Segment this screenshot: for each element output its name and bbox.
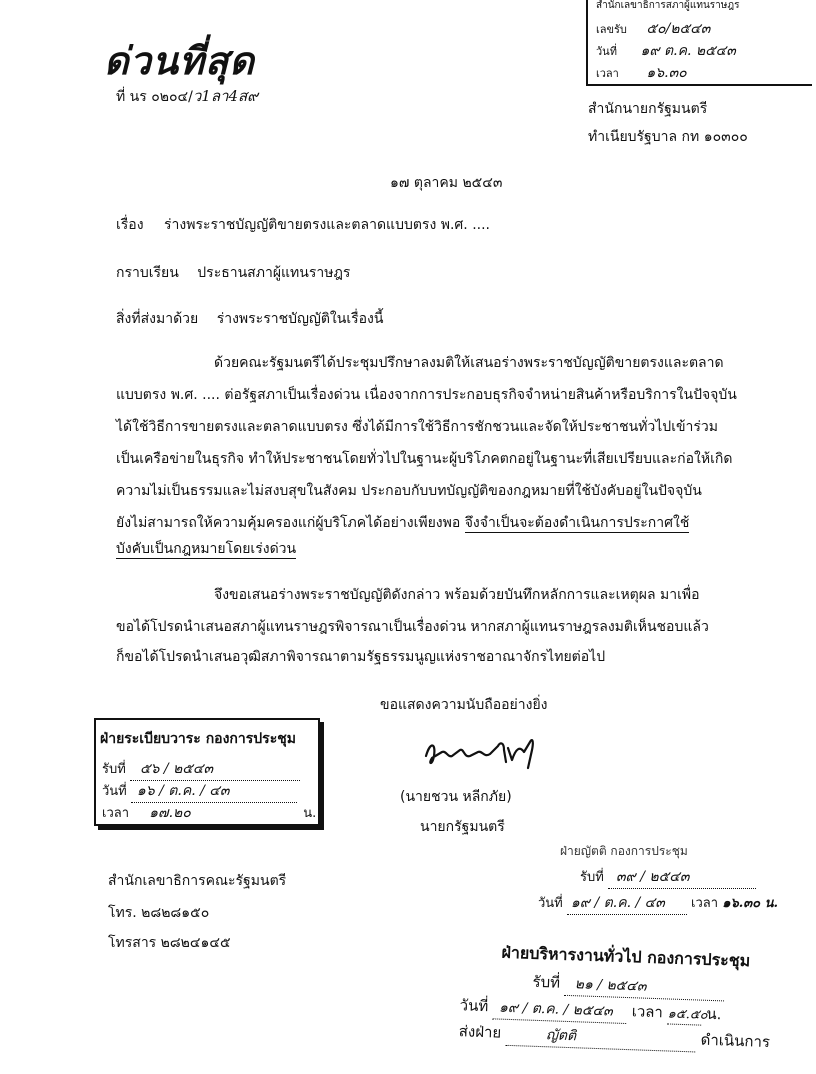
stamp-top-label: เลขรับ [596,23,627,36]
registry-stamp-label: รับที่ [102,762,126,777]
registry-stamp-date [102,780,297,803]
reference-number-printed: ที่ นร ๐๒๐๔/ [116,89,193,105]
signer-name: (นายชวน หลีกภัย) [400,789,512,805]
body-p1-emphasis: จึงจำเป็นจะต้องดำเนินการประกาศใช้ [464,515,690,531]
body-p1-line [116,512,689,534]
stamp-top-value: ๕๐/๒๕๔๓ [646,21,711,37]
stamp-top-title: สำนักเลขาธิการสภาผู้แทนราษฎร [596,0,740,11]
issuer-line-1: สำนักนายกรัฐมนตรี [588,101,708,117]
subject-text: ร่างพระราชบัญญัติขายตรงและตลาดแบบตรง พ.ศ. .... [164,217,491,233]
general-stamp-value: ๒๑ / ๒๕๔๓ [564,973,725,1002]
general-stamp-label: ส่งฝ่าย [458,1022,502,1042]
general-stamp-unit: น. [706,1004,722,1024]
registry-stamp-value: ๑๖ / ต.ค. / ๔๓ [131,780,297,803]
registry-stamp-title: ฝ่ายระเบียบวาระ กองการประชุม [100,731,296,747]
stamp-top-label: เวลา [596,67,619,80]
footer-phone: โทร. ๒๘๒๘๑๕๐ [108,905,210,921]
general-stamp-value: ญัตติ [506,1023,697,1053]
general-stamp-label: รับที่ [532,972,561,992]
general-stamp-label: เวลา [631,1002,664,1022]
general-stamp-forward [458,1019,770,1055]
subject-label: เรื่อง [116,217,144,233]
issuer-line-2: ทำเนียบรัฐบาล กท ๑๐๓๐๐ [588,129,748,145]
registry-stamp-label: วันที่ [102,784,127,799]
body-p1-line: เป็นเครือข่ายในธุรกิจ ทำให้ประชาชนโดยทั่วไปในฐานะผู้บริโภคตกอยู่ในฐานะที่เสียเปรียบและก่อให้เกิด [116,451,733,467]
enclosure-label: สิ่งที่ส่งมาด้วย [116,311,199,327]
signer-title: นายกรัฐมนตรี [420,819,505,835]
motion-division-stamp [538,842,800,922]
stamp-top-value: ๑๖.๓๐ [646,65,687,81]
registry-stamp-value: ๕๖ / ๒๕๔๓ [130,758,300,781]
footer-office: สำนักเลขาธิการคณะรัฐมนตรี [108,873,287,889]
body-p1-line: ด้วยคณะรัฐมนตรีได้ประชุมปรึกษาลงมติให้เสนอร่างพระราชบัญญัติขายตรงและตลาด [214,355,724,371]
general-stamp-value: ๑๙ / ต.ค. / ๒๕๔๓ [493,996,628,1024]
motion-stamp-label: รับที่ [580,870,604,885]
general-stamp-title: ฝ่ายบริหารงานทั่วไป กองการประชุม [501,942,751,971]
motion-stamp-value: ๓๙ / ๒๕๔๓ [608,866,756,889]
body-p1-line: ความไม่เป็นธรรมและไม่สงบสุขในสังคม ประกอบกับบทบัญญัติของกฎหมายที่ใช้บังคับอยู่ในปัจจุบัน [116,483,702,499]
addressee-text: ประธานสภาผู้แทนราษฎร [197,265,351,281]
closing-salutation: ขอแสดงความนับถืออย่างยิ่ง [380,697,548,713]
motion-stamp-label: เวลา [691,896,719,911]
body-p1-line: ได้ใช้วิธีการขายตรงและตลาดแบบตรง ซึ่งได้มีการใช้วิธีการชักชวนและจัดให้ประชาชนทั่วไปเข้าร่วม [116,419,719,435]
body-p1-emphasis: บังคับเป็นกฎหมายโดยเร่งด่วน [116,541,297,557]
registry-stamp-unit: น. [303,806,317,821]
subject-line [116,214,490,236]
stamp-top-row-time [596,62,687,84]
registry-stamp-label: เวลา [102,806,130,821]
registry-stamp-time [102,802,316,825]
registry-stamp-value: ๑๗.๒๐ [133,802,299,825]
stamp-top-value: ๑๙ ต.ค. ๒๕๔๓ [640,43,736,59]
stamp-top-label: วันที่ [596,45,617,58]
addressee-label: กราบเรียน [116,265,179,281]
addressee-line [116,262,350,284]
general-stamp-value: ๑๕.๕๐ [667,1002,702,1025]
motion-stamp-value: ๑๙ / ต.ค. / ๔๓ [567,892,687,915]
footer-fax: โทรสาร ๒๘๒๔๑๔๕ [108,935,231,951]
enclosure-line [116,308,383,330]
motion-stamp-label: วันที่ [538,896,563,911]
reference-number [116,84,258,108]
general-admin-stamp [458,940,784,1074]
motion-stamp-title: ฝ่ายญัตติ กองการประชุม [560,844,688,858]
body-p2-line: ก็ขอได้โปรดนำเสนอวุฒิสภาพิจารณาตามรัฐธรรมนูญแห่งราชอาณาจักรไทยต่อไป [116,649,606,665]
body-p1-line: แบบตรง พ.ศ. .... ต่อรัฐสภาเป็นเรื่องด่วน เนื่องจากการประกอบธุรกิจจำหน่ายสินค้าหรือบริการในปัจจุบัน [116,387,737,403]
enclosure-text: ร่างพระราชบัญญัติในเรื่องนี้ [216,311,384,327]
body-p1-line [116,538,296,560]
general-stamp-label: ดำเนินการ [700,1030,771,1052]
motion-stamp-value: ๑๖.๓๐ น. [722,896,778,911]
body-p2-line: ขอได้โปรดนำเสนอสภาผู้แทนราษฎรพิจารณาเป็นเรื่องด่วน หากสภาผู้แทนราษฎรลงมติเห็นชอบแล้ว [116,619,709,635]
stamp-top-row-received [596,18,710,40]
body-p2-line: จึงขอเสนอร่างพระราชบัญญัติดังกล่าว พร้อมด้วยบันทึกหลักการและเหตุผล มาเพื่อ [214,587,700,603]
receiving-stamp-top [586,0,812,86]
stamp-top-row-date [596,40,736,62]
motion-stamp-date [538,892,778,915]
general-stamp-label: วันที่ [459,996,489,1016]
body-p1-text: ยังไม่สามารถให้ความคุ้มครองแก่ผู้บริโภคได้อย่างเพียงพอ [116,515,465,531]
reference-number-handwritten: ว1ลา4ส๙ [192,87,259,105]
registry-stamp-received [102,758,300,781]
registry-stamp [94,718,320,826]
letter-date: ๑๗ ตุลาคม ๒๕๔๓ [390,175,503,191]
motion-stamp-received [580,866,756,889]
signature-image [420,728,550,778]
urgency-stamp: ด่วนที่สุด [104,38,255,83]
